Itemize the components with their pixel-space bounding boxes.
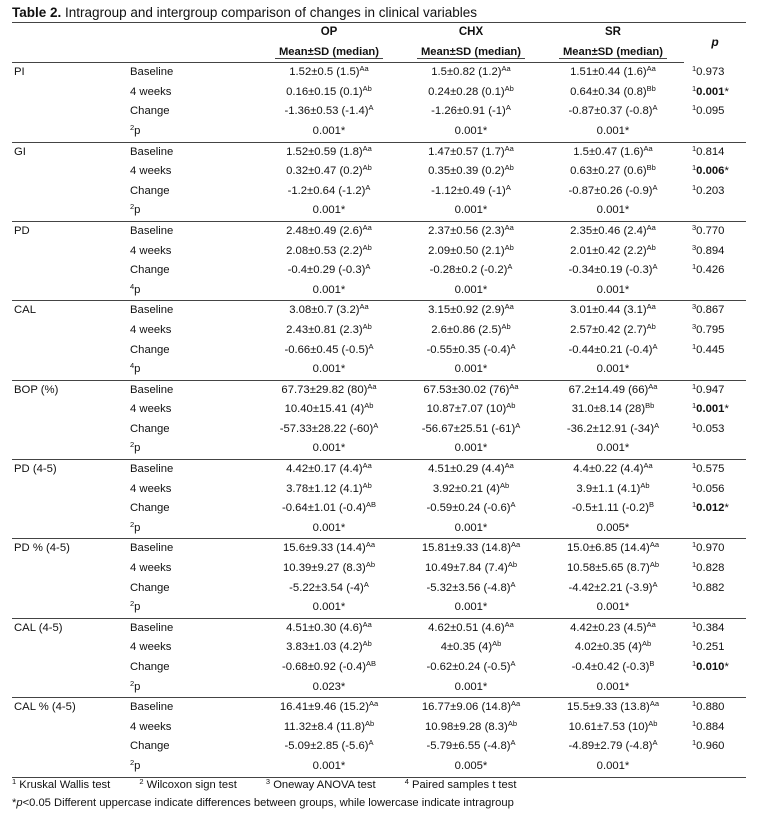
p-value: $^1$0.960 bbox=[692, 738, 725, 753]
footnote-test-4: $^4$ Paired samples t test bbox=[404, 777, 517, 791]
variable-name bbox=[12, 83, 130, 103]
cell-sr: -4.89±2.79 $(-4.8)^A$ bbox=[568, 738, 658, 753]
timepoint-label: Change bbox=[130, 264, 170, 277]
cell-chx: -5.79±6.55 $(-4.8)^A$ bbox=[426, 738, 516, 753]
table-row bbox=[12, 83, 746, 103]
cell-chx: 0.001* bbox=[400, 678, 542, 698]
variable-name bbox=[12, 102, 130, 122]
p-value: $^1$0.973 bbox=[692, 63, 725, 78]
timepoint-label: Baseline bbox=[130, 145, 174, 158]
cell-sr: 2.35±0.46 $(2.4)^{Aa}$ bbox=[570, 222, 656, 237]
table-row bbox=[12, 460, 746, 480]
cell-sr: 2.57±0.42 $(2.7)^{Ab}$ bbox=[570, 321, 656, 336]
timepoint-label: $^2$p bbox=[130, 122, 258, 142]
table-row bbox=[12, 63, 746, 83]
cell-sr: 1.5±0.47 $(1.6)^{Aa}$ bbox=[573, 143, 653, 158]
table-row bbox=[12, 380, 746, 400]
table-row bbox=[12, 201, 746, 221]
cell-chx: 16.77±9.06 $(14.8)^{Aa}$ bbox=[421, 699, 521, 714]
variable-name bbox=[12, 737, 130, 757]
timepoint-label: 4 weeks bbox=[130, 85, 172, 98]
cell-op: 4.42±0.17 $(4.4)^{Aa}$ bbox=[286, 461, 372, 476]
header-row-stats bbox=[12, 43, 746, 63]
timepoint-label: 4 weeks bbox=[130, 403, 172, 416]
timepoint-label: Change bbox=[130, 661, 170, 673]
cell-chx: 67.53±30.02 $(76)^{Aa}$ bbox=[423, 381, 519, 396]
header-chx: CHX bbox=[400, 23, 542, 43]
variable-name bbox=[12, 718, 130, 738]
cell-sr: -0.87±0.26 $(-0.9)^A$ bbox=[568, 182, 658, 197]
cell-sr: 0.001* bbox=[542, 598, 684, 618]
cell-op: -0.4±0.29 $(-0.3)^A$ bbox=[287, 262, 371, 277]
cell-sr: 0.005* bbox=[542, 519, 684, 539]
p-value: $^1$0.814 bbox=[692, 143, 725, 158]
table-row bbox=[12, 242, 746, 262]
table-row bbox=[12, 221, 746, 241]
table-row bbox=[12, 420, 746, 440]
table-row bbox=[12, 162, 746, 182]
cell-op: 1.52±0.59 $(1.8)^{Aa}$ bbox=[286, 143, 372, 158]
cell-op: 0.16±0.15 $(0.1)^{Ab}$ bbox=[286, 83, 372, 98]
cell-sr: 0.001* bbox=[542, 360, 684, 380]
table-row bbox=[12, 698, 746, 718]
timepoint-label: Baseline bbox=[130, 304, 174, 317]
table-row bbox=[12, 559, 746, 579]
p-value: $^1$0.006* bbox=[692, 163, 729, 178]
table-body bbox=[12, 63, 746, 777]
cell-op: 0.001* bbox=[258, 281, 400, 301]
cell-sr: 0.001* bbox=[542, 678, 684, 698]
p-value: $^1$0.882 bbox=[692, 579, 725, 594]
variable-name bbox=[12, 598, 130, 618]
footnote-significance: *p<0.05 Different uppercase indicate differences between groups, while lowercase indicate intragroup bbox=[12, 797, 514, 809]
table-caption: Intragroup and intergroup comparison of changes in clinical variables bbox=[65, 5, 478, 20]
cell-sr: -0.4±0.42 $(-0.3)^B$ bbox=[571, 659, 655, 673]
header-blank bbox=[130, 43, 258, 63]
table-row bbox=[12, 658, 746, 678]
cell-op: 0.001* bbox=[258, 201, 400, 221]
p-value: $^1$0.056 bbox=[692, 480, 725, 495]
table-row bbox=[12, 499, 746, 519]
timepoint-label: $^4$p bbox=[130, 281, 258, 301]
variable-name bbox=[12, 360, 130, 380]
p-value: $^3$0.795 bbox=[692, 321, 725, 336]
cell-chx: -0.28±0.2 $(-0.2)^A$ bbox=[429, 262, 513, 277]
timepoint-label: 4 weeks bbox=[130, 244, 172, 257]
cell-chx: 0.001* bbox=[400, 360, 542, 380]
table-row bbox=[12, 519, 746, 539]
p-value: $^1$0.001* bbox=[692, 83, 729, 98]
p-value: $^1$0.426 bbox=[692, 262, 725, 277]
cell-chx: 0.001* bbox=[400, 201, 542, 221]
timepoint-label: $^2$p bbox=[130, 201, 258, 221]
cell-chx: 10.98±9.28 $(8.3)^{Ab}$ bbox=[424, 718, 517, 733]
cell-sr: -0.5±1.11 $(-0.2)^B$ bbox=[572, 500, 654, 515]
table-row bbox=[12, 360, 746, 380]
cell-op: -5.09±2.85 $(-5.6)^A$ bbox=[284, 738, 374, 753]
cell-chx: 0.001* bbox=[400, 281, 542, 301]
timepoint-label: $^2$p bbox=[130, 757, 258, 777]
table-row bbox=[12, 480, 746, 500]
p-value: $^1$0.828 bbox=[692, 560, 725, 575]
table-row bbox=[12, 439, 746, 459]
table-row bbox=[12, 102, 746, 122]
p-value bbox=[684, 122, 746, 142]
cell-chx: 0.001* bbox=[400, 598, 542, 618]
footnote-test-1: $^1$ Kruskal Wallis test bbox=[12, 777, 111, 791]
cell-chx: 1.5±0.82 $(1.2)^{Aa}$ bbox=[431, 64, 511, 79]
variable-name bbox=[12, 281, 130, 301]
p-value bbox=[684, 281, 746, 301]
table-number: Table 2. bbox=[12, 5, 62, 20]
cell-chx: 4.62±0.51 $(4.6)^{Aa}$ bbox=[428, 619, 514, 634]
p-value: $^1$0.095 bbox=[692, 103, 725, 118]
cell-sr: 0.001* bbox=[542, 757, 684, 777]
table-row bbox=[12, 618, 746, 638]
header-row-groups bbox=[12, 23, 746, 43]
cell-op: -1.36±0.53 $(-1.4)^A$ bbox=[284, 103, 374, 118]
variable-name bbox=[12, 201, 130, 221]
cell-op: 0.001* bbox=[258, 598, 400, 618]
timepoint-label: $^2$p bbox=[130, 678, 258, 698]
cell-chx: 3.92±0.21 $(4)^{Ab}$ bbox=[432, 480, 510, 495]
variable-name bbox=[12, 122, 130, 142]
cell-op: -57.33±28.22 $(-60)^A$ bbox=[279, 420, 379, 435]
p-value: $^3$0.867 bbox=[692, 302, 725, 317]
variable-name bbox=[12, 519, 130, 539]
table-row bbox=[12, 261, 746, 281]
cell-chx: 4.51±0.29 $(4.4)^{Aa}$ bbox=[428, 461, 514, 476]
variable-name: CAL bbox=[14, 304, 36, 317]
cell-sr: 4.42±0.23 $(4.5)^{Aa}$ bbox=[570, 619, 656, 634]
cell-chx: 10.87±7.07 $(10)^{Ab}$ bbox=[426, 401, 516, 416]
cell-op: -5.22±3.54 $(-4)^A$ bbox=[289, 579, 369, 594]
p-value: $^1$0.001* bbox=[692, 401, 729, 416]
cell-chx: 2.09±0.50 $(2.1)^{Ab}$ bbox=[428, 242, 514, 257]
timepoint-label: 4 weeks bbox=[130, 720, 172, 733]
timepoint-label: Change bbox=[130, 184, 170, 197]
header-op: OP bbox=[258, 23, 400, 43]
p-value: $^1$0.970 bbox=[692, 540, 725, 555]
header-chx-stat: Mean±SD (median) bbox=[400, 43, 542, 63]
variable-name: PD bbox=[14, 224, 30, 237]
timepoint-label: Baseline bbox=[130, 542, 174, 555]
table-row bbox=[12, 638, 746, 658]
cell-op: 2.08±0.53 $(2.2)^{Ab}$ bbox=[286, 242, 372, 257]
cell-sr: 67.2±14.49 $(66)^{Aa}$ bbox=[568, 381, 658, 396]
variable-name bbox=[12, 420, 130, 440]
cell-op: 10.39±9.27 $(8.3)^{Ab}$ bbox=[282, 560, 375, 575]
cell-op: 3.08±0.7 $(3.2)^{Aa}$ bbox=[289, 302, 369, 317]
p-value bbox=[684, 757, 746, 777]
table-row bbox=[12, 598, 746, 618]
cell-op: 0.32±0.47 $(0.2)^{Ab}$ bbox=[286, 163, 372, 178]
p-value: $^1$0.947 bbox=[692, 381, 725, 396]
p-value: $^1$0.880 bbox=[692, 699, 725, 714]
cell-op: -0.64±1.01 $(-0.4)^{AB}$ bbox=[281, 500, 377, 515]
timepoint-label: Baseline bbox=[130, 383, 174, 396]
variable-name: CAL % (4-5) bbox=[14, 701, 76, 714]
cell-chx: 2.37±0.56 $(2.3)^{Aa}$ bbox=[428, 222, 514, 237]
table-row bbox=[12, 737, 746, 757]
variable-name bbox=[12, 242, 130, 262]
cell-sr: 10.61±7.53 $(10)^{Ab}$ bbox=[568, 718, 658, 733]
table-row bbox=[12, 678, 746, 698]
footnote-test-3: $^3$ Oneway ANOVA test bbox=[265, 777, 376, 791]
timepoint-label: 4 weeks bbox=[130, 482, 172, 495]
cell-sr: 15.0±6.85 $(14.4)^{Aa}$ bbox=[566, 540, 659, 555]
timepoint-label: $^2$p bbox=[130, 598, 258, 618]
timepoint-label: Change bbox=[130, 740, 170, 753]
timepoint-label: Change bbox=[130, 343, 170, 356]
variable-name: PD (4-5) bbox=[14, 463, 57, 476]
timepoint-label: Change bbox=[130, 581, 170, 594]
p-value: $^1$0.053 bbox=[692, 420, 725, 435]
cell-sr: 4.4±0.22 $(4.4)^{Aa}$ bbox=[573, 461, 653, 476]
cell-sr: -0.34±0.19 $(-0.3)^A$ bbox=[568, 262, 658, 277]
cell-op: 3.83±1.03 $(4.2)^{Ab}$ bbox=[286, 639, 372, 654]
variable-name bbox=[12, 261, 130, 281]
variable-name bbox=[12, 579, 130, 599]
variable-name: PD % (4-5) bbox=[14, 542, 70, 555]
p-value: $^1$0.012* bbox=[692, 500, 729, 515]
table-row bbox=[12, 182, 746, 202]
cell-sr: 15.5±9.33 $(13.8)^{Aa}$ bbox=[566, 699, 659, 714]
cell-chx: -0.59±0.24 $(-0.6)^A$ bbox=[426, 500, 516, 515]
timepoint-label: 4 weeks bbox=[130, 165, 172, 178]
cell-op: -0.68±0.92 $(-0.4)^{AB}$ bbox=[281, 659, 377, 673]
variable-name bbox=[12, 480, 130, 500]
cell-chx: 15.81±9.33 $(14.8)^{Aa}$ bbox=[421, 540, 521, 555]
cell-sr: 10.58±5.65 $(8.7)^{Ab}$ bbox=[566, 560, 659, 575]
p-value bbox=[684, 439, 746, 459]
cell-op: 2.48±0.49 $(2.6)^{Aa}$ bbox=[286, 222, 372, 237]
variable-name bbox=[12, 559, 130, 579]
cell-sr: 3.9±1.1 $(4.1)^{Ab}$ bbox=[576, 480, 650, 495]
cell-chx: 10.49±7.84 $(7.4)^{Ab}$ bbox=[424, 560, 517, 575]
p-value bbox=[684, 598, 746, 618]
timepoint-label: Baseline bbox=[130, 701, 174, 714]
p-value: $^1$0.884 bbox=[692, 718, 725, 733]
timepoint-label: Baseline bbox=[130, 621, 174, 634]
cell-op: 0.001* bbox=[258, 519, 400, 539]
cell-sr: -0.87±0.37 $(-0.8)^A$ bbox=[568, 103, 658, 118]
cell-sr: 0.001* bbox=[542, 281, 684, 301]
p-value bbox=[684, 360, 746, 380]
results-table bbox=[12, 22, 746, 778]
timepoint-label: $^4$p bbox=[130, 360, 258, 380]
cell-op: 0.001* bbox=[258, 757, 400, 777]
variable-name bbox=[12, 341, 130, 361]
timepoint-label: $^2$p bbox=[130, 439, 258, 459]
table-row bbox=[12, 122, 746, 142]
p-value: $^3$0.894 bbox=[692, 242, 725, 257]
p-value bbox=[684, 201, 746, 221]
variable-name: CAL (4-5) bbox=[14, 621, 63, 634]
table-title bbox=[12, 5, 477, 20]
header-sr-stat: Mean±SD (median) bbox=[542, 43, 684, 63]
cell-sr: 0.64±0.34 $(0.8)^{Bb}$ bbox=[570, 83, 656, 98]
variable-name bbox=[12, 638, 130, 658]
cell-op: 3.78±1.12 $(4.1)^{Ab}$ bbox=[286, 480, 372, 495]
p-value: $^1$0.445 bbox=[692, 341, 725, 356]
variable-name bbox=[12, 162, 130, 182]
cell-op: 16.41±9.46 $(15.2)^{Aa}$ bbox=[279, 699, 379, 714]
cell-chx: -56.67±25.51 $(-61)^A$ bbox=[421, 420, 521, 435]
cell-op: -1.2±0.64 $(-1.2)^A$ bbox=[287, 182, 371, 197]
table-row bbox=[12, 142, 746, 162]
cell-op: 1.52±0.5 $(1.5)^{Aa}$ bbox=[289, 64, 369, 79]
variable-name bbox=[12, 678, 130, 698]
table-row bbox=[12, 579, 746, 599]
table-row bbox=[12, 757, 746, 777]
header-p: p bbox=[684, 23, 746, 63]
cell-sr: 0.63±0.27 $(0.6)^{Bb}$ bbox=[570, 163, 656, 178]
table-row bbox=[12, 341, 746, 361]
cell-chx: -0.55±0.35 $(-0.4)^A$ bbox=[426, 341, 516, 356]
timepoint-label: Baseline bbox=[130, 463, 174, 476]
cell-op: 0.023* bbox=[258, 678, 400, 698]
variable-name: GI bbox=[14, 145, 26, 158]
cell-sr: 3.01±0.44 $(3.1)^{Aa}$ bbox=[570, 302, 656, 317]
header-blank bbox=[12, 43, 130, 63]
timepoint-label: $^2$p bbox=[130, 519, 258, 539]
variable-name bbox=[12, 439, 130, 459]
p-value: $^1$0.384 bbox=[692, 619, 725, 634]
variable-name: BOP (%) bbox=[14, 383, 59, 396]
timepoint-label: 4 weeks bbox=[130, 641, 172, 654]
table-row bbox=[12, 281, 746, 301]
table-row bbox=[12, 301, 746, 321]
cell-chx: 0.001* bbox=[400, 439, 542, 459]
footnote-test-2: $^2$ Wilcoxon sign test bbox=[139, 777, 237, 791]
cell-chx: 0.001* bbox=[400, 519, 542, 539]
variable-name bbox=[12, 400, 130, 420]
cell-chx: 0.24±0.28 $(0.1)^{Ab}$ bbox=[428, 83, 514, 98]
cell-chx: 2.6±0.86 $(2.5)^{Ab}$ bbox=[431, 321, 511, 336]
cell-chx: 4±0.35 $(4)^{Ab}$ bbox=[440, 639, 502, 654]
cell-sr: -4.42±2.21 $(-3.9)^A$ bbox=[568, 579, 658, 594]
timepoint-label: 4 weeks bbox=[130, 323, 172, 336]
p-value: $^3$0.770 bbox=[692, 222, 725, 237]
cell-sr: 0.001* bbox=[542, 201, 684, 221]
header-blank bbox=[130, 23, 258, 43]
cell-sr: 1.51±0.44 $(1.6)^{Aa}$ bbox=[570, 64, 656, 79]
timepoint-label: Baseline bbox=[130, 224, 174, 237]
cell-sr: 4.02±0.35 $(4)^{Ab}$ bbox=[574, 639, 652, 654]
table-row bbox=[12, 321, 746, 341]
cell-chx: -1.26±0.91 $(-1)^A$ bbox=[431, 103, 511, 118]
cell-sr: -0.44±0.21 $(-0.4)^A$ bbox=[568, 341, 658, 356]
variable-name bbox=[12, 499, 130, 519]
timepoint-label: 4 weeks bbox=[130, 562, 172, 575]
cell-chx: -0.62±0.24 $(-0.5)^A$ bbox=[426, 659, 516, 673]
cell-op: 4.51±0.30 $(4.6)^{Aa}$ bbox=[286, 619, 372, 634]
variable-name bbox=[12, 182, 130, 202]
cell-sr: 2.01±0.42 $(2.2)^{Ab}$ bbox=[570, 242, 656, 257]
cell-op: -0.66±0.45 $(-0.5)^A$ bbox=[284, 341, 374, 356]
variable-name bbox=[12, 757, 130, 777]
cell-sr: -36.2±12.91 $(-34)^A$ bbox=[566, 420, 660, 435]
cell-chx: 1.47±0.57 $(1.7)^{Aa}$ bbox=[428, 143, 514, 158]
cell-op: 67.73±29.82 $(80)^{Aa}$ bbox=[281, 381, 377, 396]
cell-op: 2.43±0.81 $(2.3)^{Ab}$ bbox=[286, 321, 372, 336]
header-sr: SR bbox=[542, 23, 684, 43]
table-row bbox=[12, 539, 746, 559]
header-op-stat: Mean±SD (median) bbox=[258, 43, 400, 63]
p-value bbox=[684, 678, 746, 698]
cell-sr: 0.001* bbox=[542, 439, 684, 459]
p-value: $^1$0.575 bbox=[692, 461, 725, 476]
p-value: $^1$0.251 bbox=[692, 639, 725, 654]
variable-name bbox=[12, 658, 130, 678]
cell-chx: 0.35±0.39 $(0.2)^{Ab}$ bbox=[428, 163, 514, 178]
footnote-tests bbox=[12, 779, 542, 791]
cell-chx: 3.15±0.92 $(2.9)^{Aa}$ bbox=[428, 302, 514, 317]
cell-sr: 31.0±8.14 $(28)^{Bb}$ bbox=[571, 401, 655, 416]
cell-op: 0.001* bbox=[258, 360, 400, 380]
cell-chx: 0.005* bbox=[400, 757, 542, 777]
cell-chx: 0.001* bbox=[400, 122, 542, 142]
table-row bbox=[12, 400, 746, 420]
table-row bbox=[12, 718, 746, 738]
variable-name: PI bbox=[14, 66, 25, 79]
timepoint-label: Change bbox=[130, 502, 170, 515]
timepoint-label: Change bbox=[130, 422, 170, 435]
p-value: $^1$0.010* bbox=[692, 659, 729, 673]
timepoint-label: Baseline bbox=[130, 66, 174, 79]
cell-op: 0.001* bbox=[258, 439, 400, 459]
variable-name bbox=[12, 321, 130, 341]
cell-sr: 0.001* bbox=[542, 122, 684, 142]
header-blank bbox=[12, 23, 130, 43]
cell-op: 0.001* bbox=[258, 122, 400, 142]
p-value: $^1$0.203 bbox=[692, 182, 725, 197]
timepoint-label: Change bbox=[130, 105, 170, 118]
cell-op: 11.32±8.4 $(11.8)^{Ab}$ bbox=[283, 718, 375, 733]
cell-op: 15.6±9.33 $(14.4)^{Aa}$ bbox=[282, 540, 375, 555]
cell-chx: -1.12±0.49 $(-1)^A$ bbox=[431, 182, 511, 197]
cell-op: 10.40±15.41 $(4)^{Ab}$ bbox=[284, 401, 374, 416]
p-value bbox=[684, 519, 746, 539]
cell-chx: -5.32±3.56 $(-4.8)^A$ bbox=[426, 579, 516, 594]
